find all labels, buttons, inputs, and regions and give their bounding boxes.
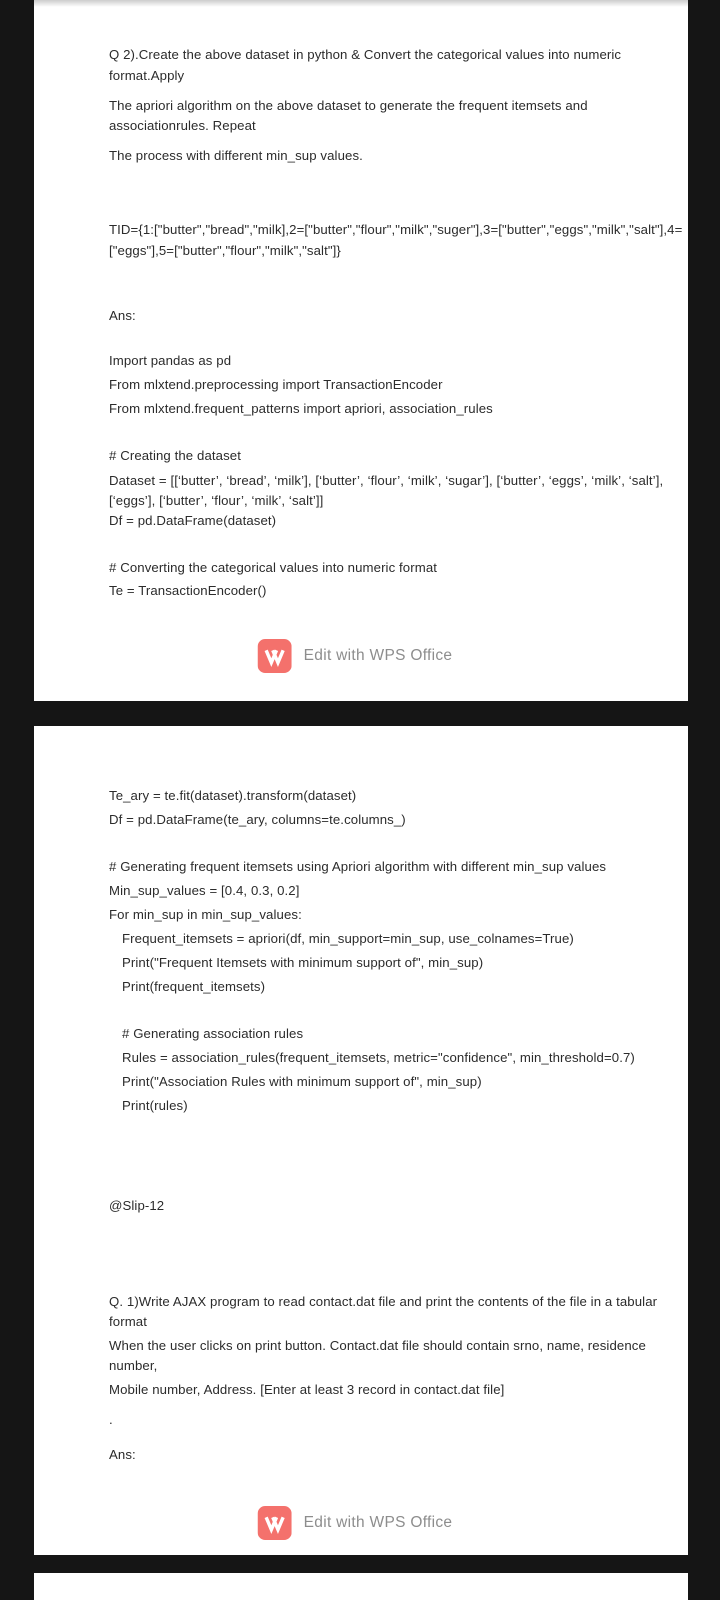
document-page-1 bbox=[34, 0, 688, 701]
text-line: number, bbox=[109, 1358, 158, 1373]
text-line: Min_sup_values = [0.4, 0.3, 0.2] bbox=[109, 883, 300, 898]
text-line: When the user clicks on print button. Contact.dat file should contain srno, name, residence bbox=[109, 1338, 646, 1353]
text-line: Import pandas as pd bbox=[109, 353, 232, 368]
text-line: format.Apply bbox=[109, 68, 185, 83]
text-line: Print("Association Rules with minimum support of", min_sup) bbox=[122, 1074, 482, 1089]
text-line: Print(frequent_itemsets) bbox=[122, 979, 266, 994]
text-line: Rules = association_rules(frequent_itemsets, metric="confidence", min_threshold=0.7) bbox=[122, 1050, 635, 1065]
text-line: Df = pd.DataFrame(te_ary, columns=te.columns_) bbox=[109, 812, 406, 827]
text-line: Mobile number, Address. [Enter at least 3 record in contact.dat file] bbox=[109, 1382, 505, 1397]
text-line: For min_sup in min_sup_values: bbox=[109, 907, 302, 922]
text-line: format bbox=[109, 1314, 147, 1329]
text-line: # Generating frequent itemsets using Apriori algorithm with different min_sup values bbox=[109, 859, 607, 874]
text-line: Te_ary = te.fit(dataset).transform(dataset) bbox=[109, 788, 357, 803]
text-line: associationrules. Repeat bbox=[109, 118, 256, 133]
wps-logo-icon bbox=[258, 639, 292, 673]
document-page-3-partial bbox=[34, 1573, 688, 1600]
wps-logo-icon bbox=[258, 1506, 292, 1540]
document-page-2 bbox=[34, 726, 688, 1555]
text-line: Q 2).Create the above dataset in python & Convert the categorical values into numeric bbox=[109, 47, 622, 62]
text-line: The apriori algorithm on the above dataset to generate the frequent itemsets and bbox=[109, 98, 588, 113]
edit-with-wps-label: Edit with WPS Office bbox=[303, 647, 453, 664]
text-line: Ans: bbox=[109, 308, 136, 323]
text-line: [‘eggs’], [‘butter’, ‘flour’, ‘milk’, ‘salt’]] bbox=[109, 493, 324, 508]
text-line: # Converting the categorical values into numeric format bbox=[109, 560, 438, 575]
text-line: Frequent_itemsets = apriori(df, min_support=min_sup, use_colnames=True) bbox=[122, 931, 574, 946]
text-line: From mlxtend.preprocessing import TransactionEncoder bbox=[109, 377, 443, 392]
text-line: Print(rules) bbox=[122, 1098, 188, 1113]
text-line: @Slip-12 bbox=[109, 1198, 165, 1213]
text-line: Te = TransactionEncoder() bbox=[109, 583, 267, 598]
text-line: # Generating association rules bbox=[122, 1026, 304, 1041]
text-line: ["eggs"],5=["butter","flour","milk","salt"]} bbox=[109, 243, 341, 258]
text-line: From mlxtend.frequent_patterns import apriori, association_rules bbox=[109, 401, 493, 416]
text-line: The process with different min_sup values. bbox=[109, 148, 363, 163]
text-line: # Creating the dataset bbox=[109, 448, 241, 463]
text-line: Q. 1)Write AJAX program to read contact.dat file and print the contents of the file in a tabular bbox=[109, 1294, 658, 1309]
text-line: Dataset = [[‘butter’, ‘bread’, ‘milk’], [‘butter’, ‘flour’, ‘milk’, ‘sugar’], [‘butter’, ‘eggs’, ‘milk’, ‘salt’], bbox=[109, 473, 664, 488]
edit-with-wps-button[interactable] bbox=[258, 1506, 453, 1540]
edit-with-wps-button[interactable] bbox=[258, 639, 453, 673]
text-line: . bbox=[109, 1412, 113, 1427]
text-line: Print("Frequent Itemsets with minimum support of", min_sup) bbox=[122, 955, 484, 970]
text-line: Df = pd.DataFrame(dataset) bbox=[109, 513, 277, 528]
text-line: Ans: bbox=[109, 1447, 136, 1462]
text-line: TID={1:["butter","bread","milk],2=["butter","flour","milk","suger"],3=["butter","eggs","milk","salt"],4= bbox=[109, 222, 683, 237]
edit-with-wps-label: Edit with WPS Office bbox=[303, 1514, 453, 1531]
page-edge-shadow bbox=[34, 0, 688, 7]
